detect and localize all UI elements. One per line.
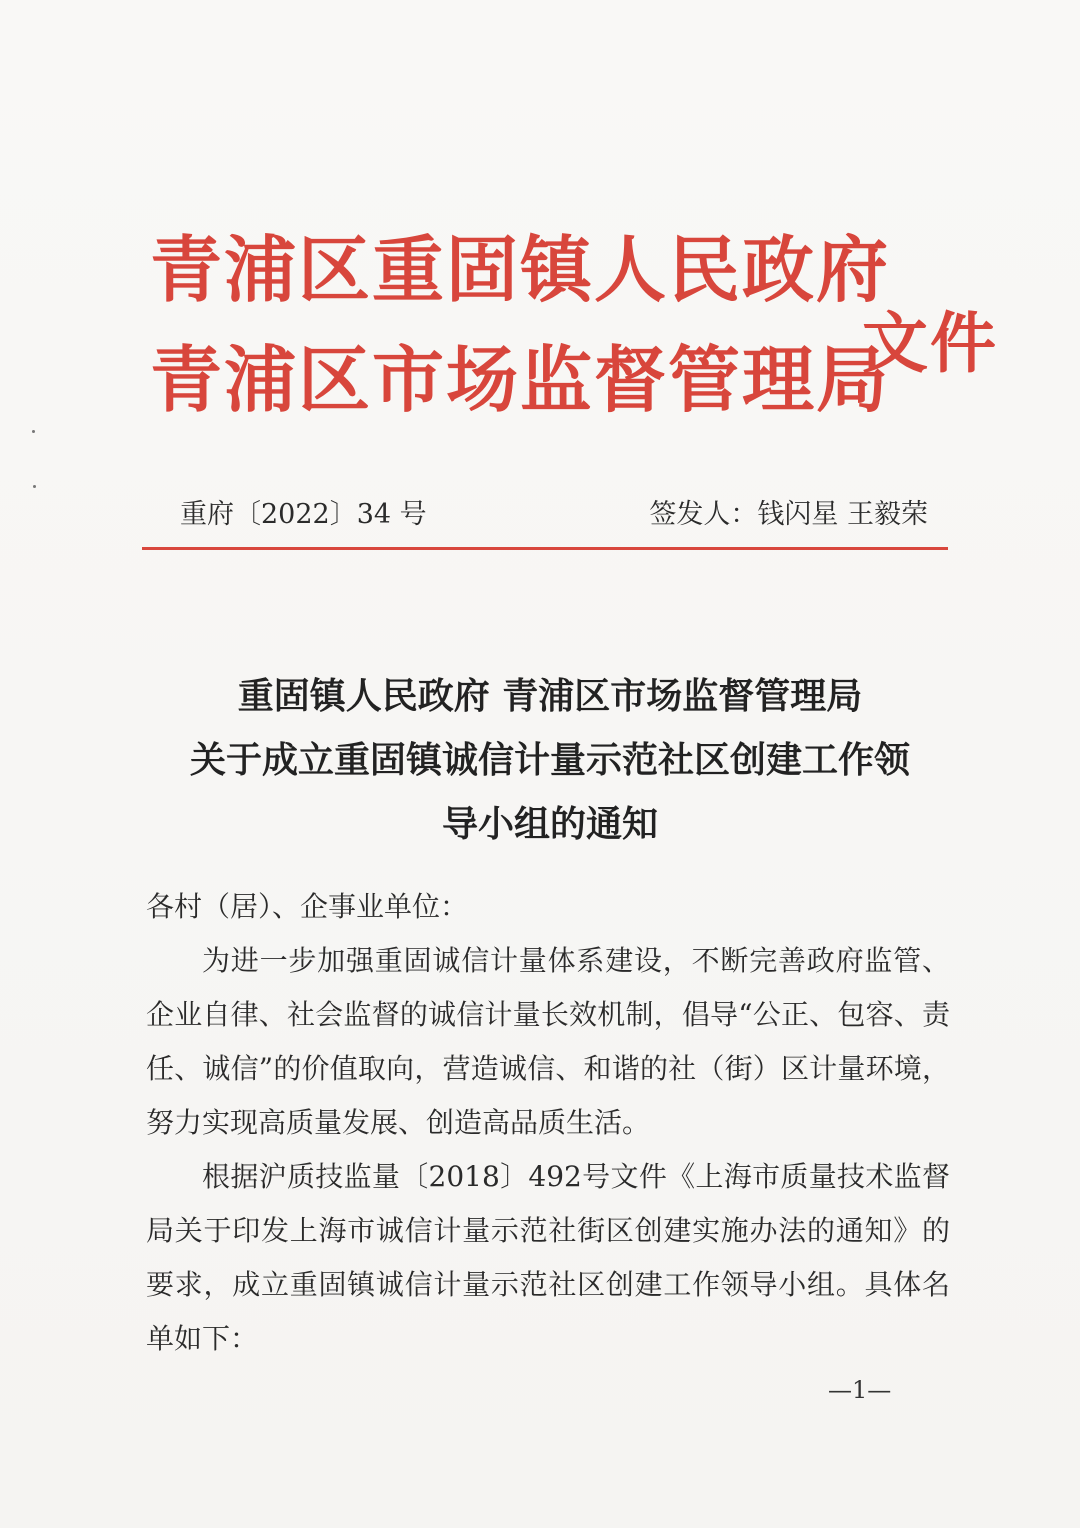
agency-name-line-1: 青浦区重固镇人民政府 bbox=[150, 227, 891, 312]
title-line-3: 导小组的通知 bbox=[441, 803, 658, 845]
document-title bbox=[140, 664, 960, 856]
agency-name-line-2: 青浦区市场监督管理局 bbox=[150, 337, 891, 422]
page-number: —1— bbox=[828, 1376, 892, 1404]
scan-specks bbox=[30, 430, 38, 490]
red-divider-line bbox=[142, 547, 948, 550]
body-paragraph-1: 为进一步加强重固诚信计量体系建设，不断完善政府监管、企业自律、社会监督的诚信计量长效机制，倡导“公正、包容、责任、诚信”的价值取向，营造诚信、和谐的社（街）区计量环境，努力实现高质量发展、创造高品质生活。 bbox=[146, 944, 950, 1139]
document-number: 重府〔2022〕34 号 bbox=[180, 499, 427, 530]
signers: 签发人：钱闪星 王毅荣 bbox=[649, 499, 928, 530]
body-paragraph-2: 根据沪质技监量〔2018〕492号文件《上海市质量技术监督局关于印发上海市诚信计量示范社街区创建实施办法的通知》的要求，成立重固镇诚信计量示范社区创建工作领导小组。具体名单如下： bbox=[146, 1160, 950, 1355]
document-type-label: 文件 bbox=[862, 304, 998, 382]
title-line-2: 关于成立重固镇诚信计量示范社区创建工作领 bbox=[189, 739, 910, 781]
title-line-1: 重固镇人民政府 青浦区市场监督管理局 bbox=[237, 675, 863, 717]
document-body bbox=[146, 880, 950, 1366]
addressee: 各村（居）、企事业单位： bbox=[146, 890, 469, 923]
